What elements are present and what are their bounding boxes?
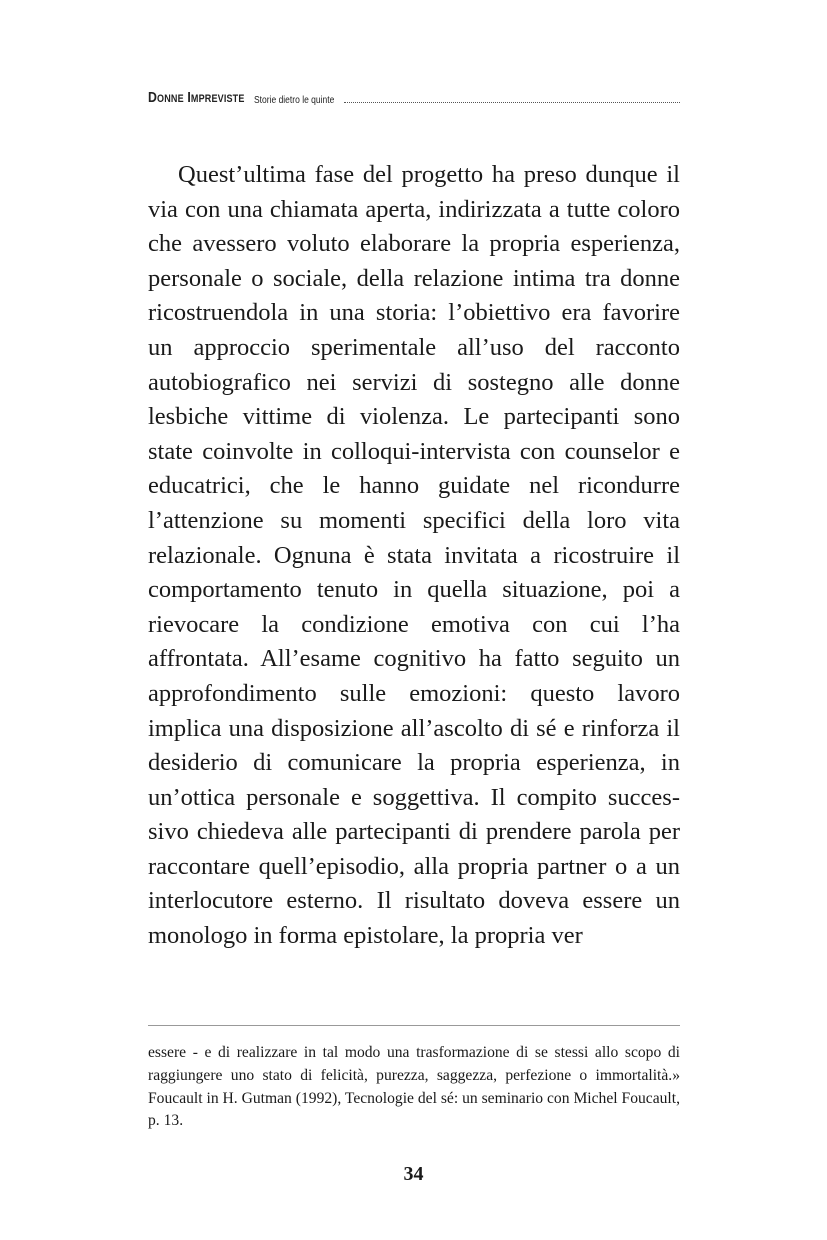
running-header	[148, 86, 680, 106]
body-paragraph: Quest’ultima fase del progetto ha preso dunque il via con una chiamata aperta, indirizzata a tutte coloro che avessero voluto elaborare la propria esperienza, personale o sociale, della relazione intima tra donne ricostruendola in una storia: l’obiettivo era favorire un approccio sperimentale all’uso del racconto autobiografico nei servizi di sostegno alle donne lesbiche vittime di violenza. Le partecipanti sono state coinvolte in colloqui-intervista con counselor e educatrici, che le hanno guidate nel ricondurre l’attenzione su momenti specifici della loro vita relazionale. Ognuna è stata invitata a ricostruire il comportamento tenuto in quella situazione, poi a rievocare la condizione emotiva con cui l’ha affrontata. All’esame cognitivo ha fatto seguito un approfondimento sulle emozioni: questo lavoro implica una disposizione all’ascolto di sé e rinforza il desiderio di comunicare la propria esperienza, in un’ottica personale e soggettiva. Il compito successivo chiedeva alle partecipanti di prendere parola per raccontare quell’episodio, alla propria partner o a un interlocutore esterno. Il risultato doveva essere un monologo in forma epistolare, la propria ver	[148, 161, 680, 950]
page-number: 34	[403, 1163, 424, 1185]
footnote-divider	[148, 1025, 680, 1026]
running-header-title: Donne Impreviste	[148, 89, 245, 106]
running-header-leader-dots	[344, 101, 680, 103]
running-header-subtitle: Storie dietro le quinte	[253, 95, 335, 106]
footnote-text: essere - e di realizzare in tal modo una trasformazione di se stessi allo scopo di raggiungere uno stato di felicità, purezza, saggezza, perfezione o immortalità.» Foucault in H. Gutman (1992), Tecnologie del sé: un seminario con Michel Foucault, p. 13.	[148, 1044, 680, 1130]
